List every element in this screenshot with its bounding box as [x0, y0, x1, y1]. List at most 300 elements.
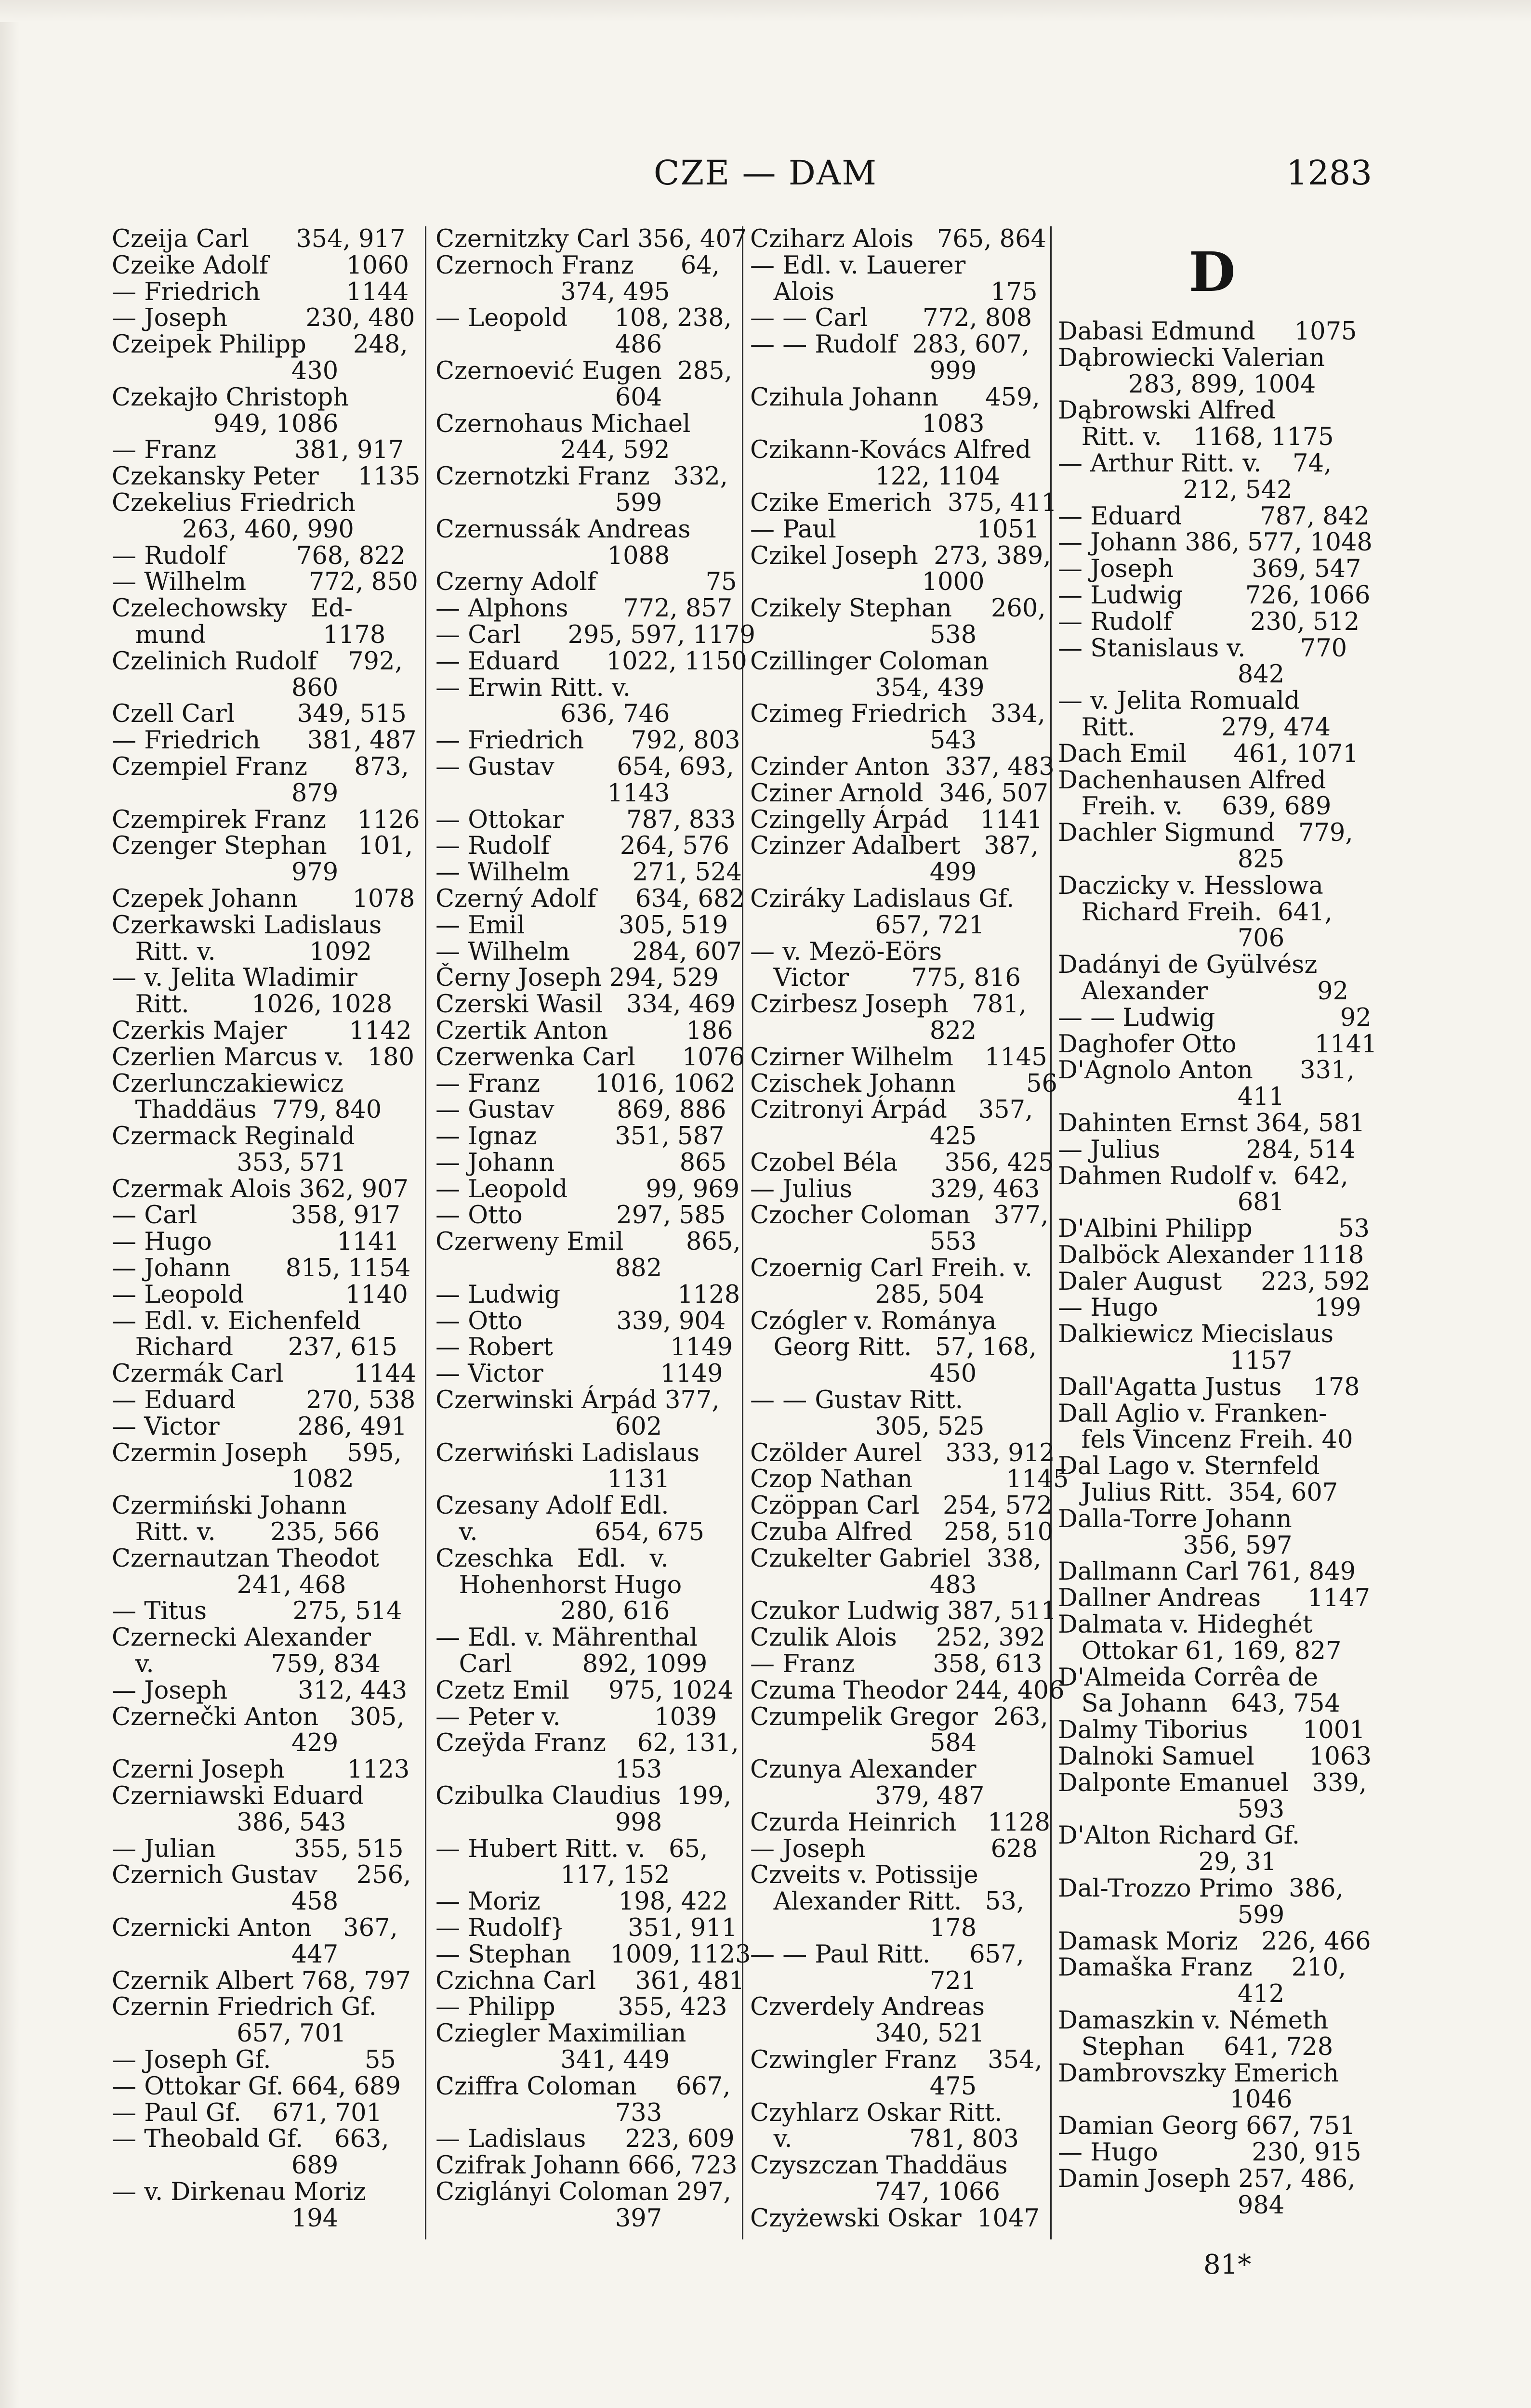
index-entry: Alexander Ritt. 53, — [750, 1887, 1025, 1916]
index-entry: Czoernig Carl Freih. v. — [750, 1254, 1033, 1283]
index-entry: mund 1178 — [112, 620, 386, 649]
index-entry: — Ottokar 787, 833 — [436, 805, 736, 834]
index-entry: 194 — [112, 2204, 339, 2233]
index-entry: 450 — [750, 1360, 977, 1388]
index-entry: Czernautzan Theodot — [112, 1544, 379, 1573]
index-entry: Ritt. v. 1092 — [112, 937, 372, 966]
index-entry: — Hugo 1141 — [112, 1228, 400, 1256]
index-entry: Czyszczan Thaddäus — [750, 2151, 1008, 2180]
index-entry: Dadányi de Gyülvész — [1058, 951, 1318, 980]
index-entry: Dahinten Ernst 364, 581 — [1058, 1109, 1365, 1138]
index-entry: Czeija Carl 354, 917 — [112, 225, 406, 253]
index-entry: 1143 — [436, 779, 670, 808]
index-entry: 657, 701 — [112, 2019, 346, 2048]
index-entry: 283, 899, 1004 — [1058, 370, 1316, 399]
index-entry: 842 — [1058, 660, 1285, 689]
index-entry: Czesany Adolf Edl. — [436, 1492, 669, 1520]
index-entry: Czichna Carl 361, 481 — [436, 1966, 745, 1995]
index-entry: Dalnoki Samuel 1063 — [1058, 1742, 1372, 1771]
index-entry: — Gustav 869, 886 — [436, 1096, 726, 1125]
index-entry: Czerkawski Ladislaus — [112, 911, 382, 940]
index-entry: Damaška Franz 210, — [1058, 1953, 1346, 1982]
index-entry: Dalponte Emanuel 339, — [1058, 1768, 1367, 1797]
index-entry: Černy Joseph 294, 529 — [436, 964, 719, 993]
index-entry: — Moriz 198, 422 — [436, 1887, 728, 1916]
index-entry: 706 — [1058, 924, 1285, 953]
index-entry: Czógler v. Románya — [750, 1307, 997, 1335]
index-entry: 1157 — [1058, 1347, 1293, 1375]
index-entry: — Rudolf 230, 512 — [1058, 607, 1360, 636]
index-entry: Czerlien Marcus v. 180 — [112, 1043, 415, 1072]
index-entry: Richard Freih. 641, — [1058, 898, 1333, 927]
index-entry: Czwingler Franz 354, — [750, 2045, 1043, 2074]
index-entry: Dall'Agatta Justus 178 — [1058, 1373, 1360, 1401]
index-entry: Czitronyi Árpád 357, — [750, 1096, 1033, 1125]
index-entry: — Wilhelm 284, 607 — [436, 937, 742, 966]
index-entry: Cziner Arnold 346, 507 — [750, 779, 1049, 808]
index-entry: Czeÿda Franz 62, 131, — [436, 1729, 739, 1758]
index-entry: Czerwinski Árpád 377, — [436, 1386, 720, 1415]
index-entry: 860 — [112, 673, 339, 702]
index-entry: — Johann 815, 1154 — [112, 1254, 411, 1283]
index-entry: — v. Jelita Wladimir — [112, 964, 357, 993]
index-entry: Dalböck Alexander 1118 — [1058, 1241, 1364, 1269]
index-entry: Damin Joseph 257, 486, — [1058, 2164, 1356, 2193]
index-entry: Czempirek Franz 1126 — [112, 805, 420, 834]
index-entry: Cziffra Coloman 667, — [436, 2072, 731, 2101]
index-entry: Czerkis Majer 1142 — [112, 1016, 412, 1045]
index-entry: Czeschka Edl. v. — [436, 1544, 669, 1573]
index-entry: 1046 — [1058, 2085, 1293, 2114]
index-entry: — v. Mezö-Eörs — [750, 937, 942, 966]
index-entry: D'Almeida Corrêa de — [1058, 1663, 1319, 1692]
index-entry: 122, 1104 — [750, 462, 1000, 491]
index-entry: — — Gustav Ritt. — [750, 1386, 963, 1415]
index-entry: 483 — [750, 1570, 977, 1599]
index-entry: — — Rudolf 283, 607, — [750, 330, 1029, 359]
index-entry: 212, 542 — [1058, 475, 1293, 504]
index-entry: — Joseph 369, 547 — [1058, 555, 1361, 584]
index-entry: Czermiński Johann — [112, 1492, 347, 1520]
index-entry: Czernotzki Franz 332, — [436, 462, 728, 491]
index-entry: — Ottokar Gf. 664, 689 — [112, 2072, 401, 2101]
index-entry: Czirbesz Joseph 781, — [750, 990, 1027, 1019]
index-entry: — Stephan 1009, 1123 — [436, 1940, 751, 1969]
index-entry: Czurda Heinrich 1128 — [750, 1808, 1050, 1837]
index-entry: Czifrak Johann 666, 723 — [436, 2151, 738, 2180]
index-entry: Czop Nathan 1145 — [750, 1465, 1069, 1494]
index-entry: — Joseph 628 — [750, 1834, 1038, 1863]
index-entry: Czunya Alexander — [750, 1755, 977, 1784]
index-entry: Czeipek Philipp 248, — [112, 330, 408, 359]
index-entry: — Robert 1149 — [436, 1333, 733, 1362]
index-entry: Dąbrowiecki Valerian — [1058, 343, 1325, 372]
index-entry: — Hugo 199 — [1058, 1294, 1361, 1322]
index-entry: Stephan 641, 728 — [1058, 2032, 1333, 2061]
index-entry: 984 — [1058, 2191, 1285, 2220]
index-entry: 241, 468 — [112, 1570, 346, 1599]
index-entry: Czenger Stephan 101, — [112, 832, 413, 861]
index-entry: — Julius 329, 463 — [750, 1175, 1040, 1204]
index-entry: 458 — [112, 1887, 339, 1916]
index-entry: — Eduard 787, 842 — [1058, 502, 1370, 531]
index-entry: — Peter v. 1039 — [436, 1702, 717, 1731]
index-entry: 305, 525 — [750, 1412, 985, 1441]
index-entry: Czernečki Anton 305, — [112, 1702, 405, 1731]
index-entry: Dahmen Rudolf v. 642, — [1058, 1162, 1348, 1191]
index-entry: Czell Carl 349, 515 — [112, 700, 407, 729]
index-entry: — Wilhelm 772, 850 — [112, 568, 418, 597]
index-entry: 29, 31 — [1058, 1848, 1277, 1877]
index-column-2 — [436, 225, 755, 2233]
index-entry: — Rudolf 264, 576 — [436, 832, 730, 861]
index-entry: Ritt. v. 235, 566 — [112, 1518, 380, 1547]
index-entry: Czerweny Emil 865, — [436, 1228, 741, 1256]
index-entry: Czibulka Claudius 199, — [436, 1782, 732, 1811]
index-entry: Ritt. 1026, 1028 — [112, 990, 393, 1019]
index-entry: — Otto 339, 904 — [436, 1307, 726, 1335]
index-entry: Czekansky Peter 1135 — [112, 462, 421, 491]
index-entry: fels Vincenz Freih. 40 — [1058, 1426, 1353, 1454]
index-entry: Czuba Alfred 258, 510 — [750, 1518, 1054, 1547]
index-entry: — Stanislaus v. 770 — [1058, 634, 1347, 663]
index-entry: — Joseph 312, 443 — [112, 1676, 408, 1705]
index-entry: 825 — [1058, 845, 1285, 874]
index-entry: Georg Ritt. 57, 168, — [750, 1333, 1037, 1362]
index-entry: Czveits v. Potissije — [750, 1861, 978, 1890]
index-entry: — Ladislaus 223, 609 — [436, 2125, 735, 2154]
index-entry: Czetz Emil 975, 1024 — [436, 1676, 734, 1705]
index-entry: 636, 746 — [436, 700, 670, 729]
index-entry: Czocher Coloman 377, — [750, 1201, 1049, 1230]
index-entry: — Hugo 230, 915 — [1058, 2138, 1361, 2167]
index-entry: Czerný Adolf 634, 682 — [436, 884, 745, 913]
index-column-1 — [112, 226, 420, 2232]
index-entry: Czepek Johann 1078 — [112, 884, 415, 913]
index-entry: 721 — [750, 1966, 977, 1995]
index-entry: — Eduard 270, 538 — [112, 1386, 416, 1415]
index-entry: 430 — [112, 356, 339, 385]
index-entry: — Eduard 1022, 1150 — [436, 647, 747, 676]
index-entry: Czikel Joseph 273, 389, — [750, 541, 1051, 570]
index-entry: — Friedrich 792, 803 — [436, 726, 740, 755]
index-entry: Czermák Carl 1144 — [112, 1360, 417, 1388]
index-entry: — Otto 297, 585 — [436, 1201, 726, 1230]
index-entry: 412 — [1058, 1980, 1285, 2009]
index-entry: Czekelius Friedrich — [112, 488, 356, 517]
index-entry: Czelinich Rudolf 792, — [112, 647, 403, 676]
index-entry: Czekajło Christoph — [112, 383, 349, 412]
running-header — [0, 153, 1531, 196]
index-entry: 1088 — [436, 541, 670, 570]
index-entry: Czermin Joseph 595, — [112, 1439, 402, 1467]
index-entry: Czikann-Kovács Alfred — [750, 436, 1031, 465]
index-entry: Czverdely Andreas — [750, 1993, 985, 2022]
index-entry: 447 — [112, 1940, 339, 1969]
scan-shadow-left — [0, 0, 19, 2408]
index-entry: Dallner Andreas 1147 — [1058, 1584, 1371, 1613]
index-entry: Czerlunczakiewicz — [112, 1069, 344, 1098]
index-entry: — Johann 386, 577, 1048 — [1058, 528, 1373, 557]
index-entry: — Arthur Ritt. v. 74, — [1058, 449, 1332, 478]
index-entry: 341, 449 — [436, 2045, 670, 2074]
index-entry: — — Ludwig 92 — [1058, 1003, 1372, 1032]
index-entry: Cziglányi Coloman 297, — [436, 2177, 731, 2206]
index-entry: v. 781, 803 — [750, 2125, 1019, 2154]
index-entry: Czinder Anton 337, 483 — [750, 752, 1055, 781]
index-entry: Czernich Gustav 256, — [112, 1861, 411, 1890]
index-entry: — — Paul Ritt. 657, — [750, 1940, 1024, 1969]
index-entry: Alois 175 — [750, 277, 1038, 306]
index-entry: Czerny Adolf 75 — [436, 568, 737, 597]
index-entry: 681 — [1058, 1188, 1285, 1217]
index-entry: — — Carl 772, 808 — [750, 304, 1032, 333]
index-entry: — Paul Gf. 671, 701 — [112, 2098, 382, 2127]
index-entry: 602 — [436, 1412, 662, 1441]
index-entry: 340, 521 — [750, 2019, 985, 2048]
index-entry: Czingelly Árpád 1141 — [750, 805, 1043, 834]
index-entry: Sa Johann 643, 754 — [1058, 1689, 1341, 1718]
index-entry: Julius Ritt. 354, 607 — [1058, 1479, 1338, 1507]
index-entry: 949, 1086 — [112, 409, 339, 438]
index-entry: 1082 — [112, 1465, 354, 1494]
index-entry: Czerni Joseph 1123 — [112, 1755, 410, 1784]
index-entry: — Joseph Gf. 55 — [112, 2045, 396, 2074]
index-entry: 879 — [112, 779, 339, 808]
index-entry: 1131 — [436, 1465, 670, 1494]
index-entry: v. 654, 675 — [436, 1518, 704, 1547]
index-entry: — Rudolf} 351, 911 — [436, 1914, 738, 1942]
index-entry: — Edl. v. Lauerer — [750, 251, 966, 280]
index-entry: Czukor Ludwig 387, 511 — [750, 1597, 1057, 1626]
index-entry: — Ludwig 726, 1066 — [1058, 581, 1371, 610]
index-entry: 280, 616 — [436, 1597, 670, 1626]
index-entry: — Paul 1051 — [750, 515, 1040, 544]
index-entry: Czimeg Friedrich 334, — [750, 700, 1045, 729]
index-entry: Dalmata v. Hideghét — [1058, 1610, 1313, 1639]
index-entry: — Emil 305, 519 — [436, 911, 728, 940]
index-entry: — Hubert Ritt. v. 65, — [436, 1834, 708, 1863]
index-entry: Czernoch Franz 64, — [436, 251, 720, 280]
index-entry: — Friedrich 1144 — [112, 277, 409, 306]
index-entry: 689 — [112, 2151, 339, 2180]
index-entry: Dalkiewicz Miecislaus — [1058, 1320, 1334, 1349]
index-entry: Richard 237, 615 — [112, 1333, 397, 1362]
index-entry: 584 — [750, 1729, 977, 1758]
index-entry: 285, 504 — [750, 1280, 985, 1309]
index-entry: 499 — [750, 858, 977, 887]
index-entry: Czernik Albert 768, 797 — [112, 1966, 411, 1995]
index-entry: Victor 775, 816 — [750, 964, 1021, 993]
index-entry: D'Albini Philipp 53 — [1058, 1215, 1370, 1243]
scan-shadow-top — [0, 0, 1531, 22]
index-entry: 747, 1066 — [750, 2177, 1000, 2206]
index-entry: — Erwin Ritt. v. — [436, 673, 631, 702]
index-entry: 1000 — [750, 568, 985, 597]
index-entry: Thaddäus 779, 840 — [112, 1096, 382, 1125]
index-entry: Dallmann Carl 761, 849 — [1058, 1557, 1356, 1586]
index-entry: Czobel Béla 356, 425 — [750, 1148, 1054, 1177]
index-entry: Daghofer Otto 1141 — [1058, 1030, 1377, 1059]
index-entry: Czernussák Andreas — [436, 515, 691, 544]
index-entry: — Franz 358, 613 — [750, 1650, 1043, 1679]
index-entry: Czerwenka Carl 1076 — [436, 1043, 745, 1072]
index-entry: Dabasi Edmund 1075 — [1058, 317, 1357, 346]
index-entry: 153 — [436, 1755, 662, 1784]
index-entry: 1083 — [750, 409, 985, 438]
index-entry: v. 759, 834 — [112, 1650, 381, 1679]
index-entry: 379, 487 — [750, 1782, 985, 1811]
index-entry: Dal-Trozzo Primo 386, — [1058, 1874, 1344, 1903]
index-entry: 353, 571 — [112, 1148, 346, 1177]
index-entry: Czeike Adolf 1060 — [112, 251, 409, 280]
index-entry: — Carl 295, 597, 1179 — [436, 620, 755, 649]
index-entry: Czelechowsky Ed- — [112, 594, 353, 623]
index-entry: Damask Moriz 226, 466 — [1058, 1927, 1371, 1956]
index-entry: Czertik Anton 186 — [436, 1016, 733, 1045]
index-entry: — Johann 865 — [436, 1148, 727, 1177]
index-entry: — Julian 355, 515 — [112, 1834, 404, 1863]
page-number: 1283 — [1286, 153, 1372, 193]
index-entry: Czyżewski Oskar 1047 — [750, 2204, 1040, 2233]
index-entry: 599 — [1058, 1900, 1285, 1929]
index-entry: — Leopold 108, 238, — [436, 304, 732, 333]
index-entry: Czukelter Gabriel 338, — [750, 1544, 1042, 1573]
index-entry: Dall Aglio v. Franken- — [1058, 1399, 1327, 1428]
index-entry: Dach Emil 461, 1071 — [1058, 739, 1359, 768]
index-entry: Czöppan Carl 254, 572 — [750, 1492, 1053, 1520]
index-entry: Ottokar 61, 169, 827 — [1058, 1636, 1342, 1665]
index-entry: — Edl. v. Mährenthal — [436, 1623, 698, 1652]
index-entry: Czerniawski Eduard — [112, 1782, 364, 1811]
index-entry: — Franz 1016, 1062 — [436, 1069, 736, 1098]
index-entry: 397 — [436, 2204, 662, 2233]
index-entry: Czernecki Alexander — [112, 1623, 371, 1652]
index-entry: Czuma Theodor 244, 406 — [750, 1676, 1065, 1705]
index-entry: — Joseph 230, 480 — [112, 304, 415, 333]
index-entry: D'Agnolo Anton 331, — [1058, 1056, 1355, 1085]
index-entry: Czillinger Coloman — [750, 647, 989, 676]
index-entry: Czihula Johann 459, — [750, 383, 1040, 412]
index-entry: — Edl. v. Eichenfeld — [112, 1307, 361, 1335]
index-entry: — Wilhelm 271, 524 — [436, 858, 742, 887]
index-entry: Czölder Aurel 333, 912 — [750, 1439, 1055, 1467]
index-entry: Alexander 92 — [1058, 977, 1349, 1006]
index-entry: 657, 721 — [750, 911, 985, 940]
index-entry: Czernoević Eugen 285, — [436, 356, 732, 385]
index-entry: — Philipp 355, 423 — [436, 1993, 727, 2022]
index-entry: Freih. v. 639, 689 — [1058, 792, 1332, 821]
index-entry: — v. Dirkenau Moriz — [112, 2177, 366, 2206]
index-entry: Czerwiński Ladislaus — [436, 1439, 700, 1467]
column-rule — [425, 226, 426, 2239]
index-entry: 244, 592 — [436, 436, 670, 465]
index-entry: Czyhlarz Oskar Ritt. — [750, 2098, 1003, 2127]
index-entry: Damian Georg 667, 751 — [1058, 2112, 1356, 2141]
index-entry: Dalmy Tiborius 1001 — [1058, 1716, 1365, 1745]
index-entry: 386, 543 — [112, 1808, 346, 1837]
index-entry: Cziharz Alois 765, 864 — [750, 225, 1046, 253]
index-entry: — Ignaz 351, 587 — [436, 1122, 725, 1151]
index-entry: 604 — [436, 383, 662, 412]
index-entry: — Leopold 99, 969 — [436, 1175, 740, 1204]
index-entry: 178 — [750, 1914, 977, 1942]
index-entry: 599 — [436, 488, 662, 517]
index-entry: 998 — [436, 1808, 662, 1837]
index-entry: Czernicki Anton 367, — [112, 1914, 398, 1942]
index-entry: Dachenhausen Alfred — [1058, 766, 1326, 795]
index-entry: Czirner Wilhelm 1145 — [750, 1043, 1047, 1072]
index-entry: 475 — [750, 2072, 977, 2101]
index-entry: — Alphons 772, 857 — [436, 594, 733, 623]
index-entry: Czischek Johann 56 — [750, 1069, 1057, 1098]
index-entry: 543 — [750, 726, 977, 755]
index-entry: 486 — [436, 330, 662, 359]
signature-mark: 81* — [1203, 2249, 1252, 2280]
index-entry: Dąbrowski Alfred — [1058, 396, 1276, 425]
index-entry: Damaszkin v. Németh — [1058, 2006, 1329, 2035]
index-entry: Czike Emerich 375, 411 — [750, 488, 1057, 517]
index-entry: 425 — [750, 1122, 977, 1151]
index-column-3 — [750, 225, 1069, 2233]
index-entry: 882 — [436, 1254, 662, 1283]
index-entry: — Ludwig 1128 — [436, 1280, 740, 1309]
index-entry: D'Alton Richard Gf. — [1058, 1821, 1300, 1850]
index-entry: 553 — [750, 1228, 977, 1256]
index-entry: Czulik Alois 252, 392 — [750, 1623, 1045, 1652]
index-entry: Daczicky v. Hesslowa — [1058, 871, 1323, 900]
index-entry: Czempiel Franz 873, — [112, 752, 409, 781]
index-entry: Ritt. v. 1168, 1175 — [1058, 423, 1334, 452]
index-entry: Dal Lago v. Sternfeld — [1058, 1452, 1320, 1481]
index-entry: Czernohaus Michael — [436, 409, 691, 438]
header-title: CZE — DAM — [653, 153, 878, 193]
index-entry: 374, 495 — [436, 277, 670, 306]
index-entry: 733 — [436, 2098, 662, 2127]
index-entry: 411 — [1058, 1083, 1285, 1112]
index-entry: 263, 460, 990 — [112, 515, 354, 544]
index-entry: 822 — [750, 1016, 977, 1045]
index-entry: — Julius 284, 514 — [1058, 1135, 1356, 1164]
index-entry: 538 — [750, 620, 977, 649]
index-entry: 979 — [112, 858, 339, 887]
section-letter: D — [1188, 241, 1236, 304]
index-entry: Czinzer Adalbert 387, — [750, 832, 1039, 861]
index-entry: Dambrovszky Emerich — [1058, 2059, 1339, 2088]
index-entry: 429 — [112, 1729, 339, 1758]
index-entry: Czerski Wasil 334, 469 — [436, 990, 736, 1019]
index-entry: Daler August 223, 592 — [1058, 1267, 1371, 1296]
index-entry: — Rudolf 768, 822 — [112, 541, 406, 570]
index-entry: Czermak Alois 362, 907 — [112, 1175, 409, 1204]
index-entry: 356, 597 — [1058, 1531, 1293, 1560]
index-entry: — Leopold 1140 — [112, 1280, 408, 1309]
index-entry: 117, 152 — [436, 1861, 670, 1890]
index-entry: Czikely Stephan 260, — [750, 594, 1046, 623]
index-entry: Carl 892, 1099 — [436, 1650, 708, 1679]
index-entry: — Victor 1149 — [436, 1360, 723, 1388]
index-entry: Dalla-Torre Johann — [1058, 1505, 1292, 1533]
index-entry: Czumpelik Gregor 263, — [750, 1702, 1048, 1731]
index-entry: — Franz 381, 917 — [112, 436, 404, 465]
index-entry: Ritt. 279, 474 — [1058, 713, 1331, 742]
index-entry: Czernitzky Carl 356, 407 — [436, 225, 747, 253]
index-entry: — Titus 275, 514 — [112, 1597, 402, 1626]
index-entry: Czermack Reginald — [112, 1122, 355, 1151]
index-entry: — Friedrich 381, 487 — [112, 726, 417, 755]
index-entry: Dachler Sigmund 779, — [1058, 819, 1353, 848]
index-entry: — Gustav 654, 693, — [436, 752, 734, 781]
